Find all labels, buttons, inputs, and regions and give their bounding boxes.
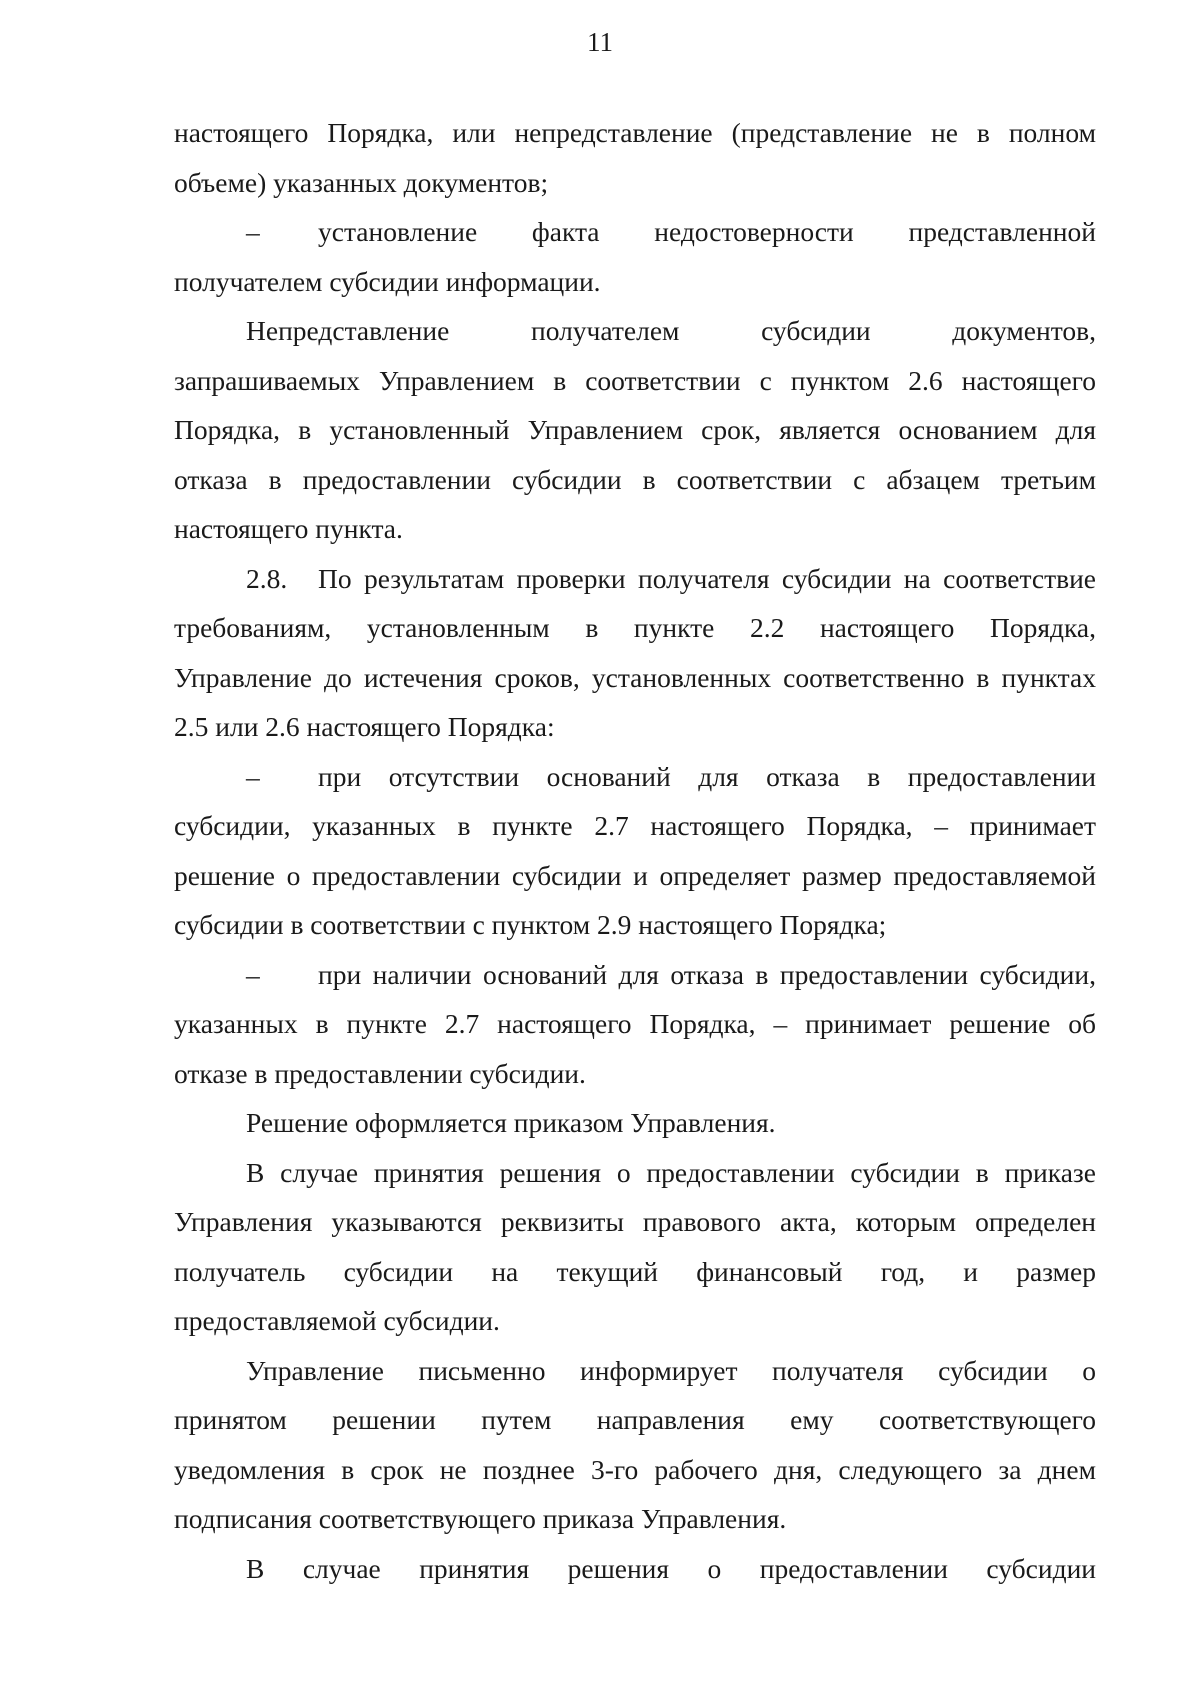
text-line: 2.5 или 2.6 настоящего Порядка: [174, 711, 555, 742]
text-line: отказа в предоставлении субсидии в соответствии с абзацем третьим [174, 463, 1096, 495]
dash-marker: – [246, 958, 260, 990]
text-line: Порядка, в установленный Управлением срок, является основанием для [174, 414, 1096, 445]
text-line: субсидии в соответствии с пунктом 2.9 настоящего Порядка; [174, 909, 887, 940]
text-line: запрашиваемых Управлением в соответствии с пунктом 2.6 настоящего [174, 364, 1096, 396]
document-body [174, 108, 1096, 1593]
text-line: решение о предоставлении субсидии и определяет размер предоставляемой [174, 859, 1096, 891]
text-line: Управления указываются реквизиты правового акта, которым определен [174, 1206, 1096, 1237]
text-line: В случае принятия решения о предоставлении субсидии в приказе [246, 1156, 1096, 1188]
clause-2-8 [174, 554, 1096, 604]
text-line: получателем субсидии информации. [174, 265, 601, 297]
text-line: требованиям, установленным в пункте 2.2 настоящего Порядка, [174, 612, 1096, 643]
clause-number: 2.8. [246, 562, 288, 594]
list-item-dash [174, 950, 1096, 1000]
text-line: настоящего пункта. [174, 513, 403, 544]
text-line: Управление письменно информирует получателя субсидии о [246, 1354, 1096, 1386]
text-line: отказе в предоставлении субсидии. [174, 1057, 586, 1089]
dash-marker: – [246, 216, 260, 247]
text-line: предоставляемой субсидии. [174, 1305, 500, 1336]
text-line: В случае принятия решения о предоставлении субсидии [246, 1552, 1096, 1584]
text-line: уведомления в срок не позднее 3-го рабочего дня, следующего за днем [174, 1453, 1096, 1485]
text-line: установление факта недостоверности представленной [318, 216, 1096, 247]
text-line: Решение оформляется приказом Управления. [246, 1107, 776, 1138]
list-item-dash [174, 752, 1096, 802]
text-line: Управление до истечения сроков, установленных соответственно в пунктах [174, 661, 1096, 693]
text-line: По результатам проверки получателя субсидии на соответствие [318, 562, 1096, 594]
list-item-dash [174, 207, 1096, 257]
text-line: объеме) указанных документов; [174, 166, 549, 198]
dash-marker: – [246, 760, 260, 792]
text-line: получатель субсидии на текущий финансовый год, и размер [174, 1255, 1096, 1287]
text-line: при отсутствии оснований для отказа в предоставлении [318, 760, 1096, 792]
page-number: 11 [587, 27, 613, 57]
text-line: при наличии оснований для отказа в предоставлении субсидии, [318, 958, 1096, 990]
text-line: подписания соответствующего приказа Управления. [174, 1503, 787, 1534]
text-line: Непредставление получателем субсидии документов, [246, 315, 1096, 346]
text-line: указанных в пункте 2.7 настоящего Порядка, – принимает решение об [174, 1008, 1096, 1039]
text-line: принятом решении путем направления ему соответствующего [174, 1404, 1096, 1435]
text-line: настоящего Порядка, или непредставление (представление не в полном [174, 117, 1096, 148]
text-line: субсидии, указанных в пункте 2.7 настоящего Порядка, – принимает [174, 810, 1096, 841]
